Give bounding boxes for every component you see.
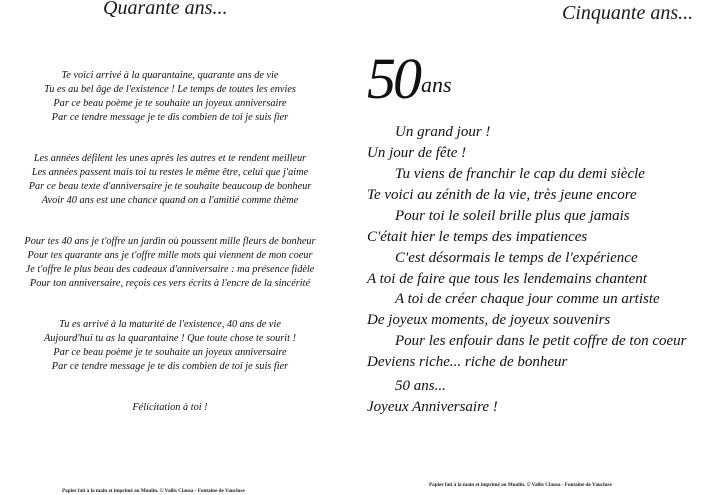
poem-line: C'est désormais le temps de l'expérience (395, 250, 638, 266)
poem-line: Un grand jour ! (395, 124, 491, 140)
left-footer: Papier fait à la main et imprimé au Moulin. © Vallis Clausa - Fontaine de Vaucluse (62, 488, 245, 494)
right-footer: Papier fait à la main et imprimé au Moulin. © Vallis Clausa - Fontaine de Vaucluse (429, 482, 612, 488)
stanza-line: Aujourd'hui tu as la quarantaine ! Que toute chose te sourit ! (43, 333, 297, 344)
stanza-3 (0, 235, 340, 291)
stanza-line: Tu es arrivé à la maturité de l'existence, 40 ans de vie (59, 319, 281, 330)
stanza-line: Par ce beau texte d'anniversaire je te souhaite beaucoup de bonheur (28, 181, 312, 192)
poem-line: Un jour de fête ! (367, 145, 467, 161)
poem-line: C'était hier le temps des impatiences (367, 229, 588, 245)
big-word: ans (421, 72, 452, 97)
poem-line: Tu viens de franchir le cap du demi siècle (395, 166, 645, 182)
stanza-line: Les années défilent les unes après les autres et te rendent meilleur (33, 153, 307, 164)
right-page (345, 0, 706, 495)
stanza-line: Pour tes 40 ans je t'offre un jardin où poussent mille fleurs de bonheur (24, 236, 316, 247)
stanza-5 (0, 401, 340, 415)
stanza-line: Je t'offre le plus beau des cadeaux d'anniversaire : ma présence fidèle (25, 264, 315, 275)
poem-stanza-4 (367, 376, 702, 418)
poem-line: Te voici au zénith de la vie, très jeune encore (367, 187, 637, 203)
stanza-line: Te voici arrivé à la quarantaine, quarante ans de vie (61, 70, 279, 81)
poem-stanza-1 (367, 122, 702, 206)
poem-stanza-2 (367, 206, 702, 290)
poem-line: Joyeux Anniversaire ! (367, 399, 498, 415)
poem-stanza-3 (367, 289, 702, 373)
poem-line: De joyeux moments, de joyeux souvenirs (367, 312, 611, 328)
stanza-line: Les années passent mais toi tu restes le même être, celui que j'aime (31, 167, 309, 178)
big-number: 50 (367, 46, 419, 111)
stanza-line: Par ce beau poème je te souhaite un joyeux anniversaire (53, 98, 287, 109)
poem-line: A toi de créer chaque jour comme un artiste (395, 291, 660, 307)
stanza-line: Par ce beau poème je te souhaite un joyeux anniversaire (53, 347, 287, 358)
left-page-title: Quarante ans... (103, 0, 228, 19)
closing-line: Félicitation à toi ! (132, 402, 208, 413)
left-page (0, 0, 345, 495)
poem-line: A toi de faire que tous les lendemains chantent (367, 271, 647, 287)
poem-line: Pour les enfouir dans le petit coffre de ton coeur (395, 333, 687, 349)
stanza-2 (0, 152, 340, 208)
poem-line: Deviens riche... riche de bonheur (367, 354, 568, 370)
stanza-line: Avoir 40 ans est une chance quand on a l'amitié comme thème (41, 195, 299, 206)
stanza-4 (0, 318, 340, 374)
poem-line: Pour toi le soleil brille plus que jamais (395, 208, 630, 224)
stanza-line: Pour tes quarante ans je t'offre mille mots qui viennent de mon coeur (27, 250, 313, 261)
poem-line: 50 ans... (395, 378, 446, 394)
stanza-line: Pour ton anniversaire, reçois ces vers écrits à l'encre de la sincérité (29, 278, 311, 289)
stanza-line: Par ce tendre message je te dis combien de toi je suis fier (51, 112, 289, 123)
stanza-line: Tu es au bel âge de l'existence ! Le temps de toutes les envies (44, 84, 296, 95)
stanza-line: Par ce tendre message je te dis combien de toi je suis fier (51, 361, 289, 372)
stanza-1 (0, 69, 340, 125)
right-page-title: Cinquante ans... (562, 2, 694, 24)
